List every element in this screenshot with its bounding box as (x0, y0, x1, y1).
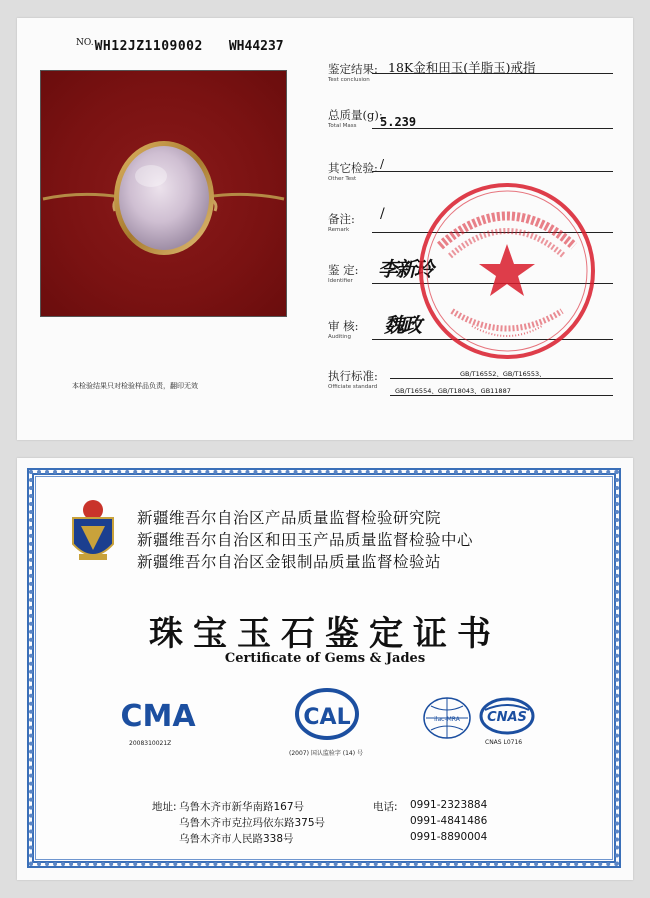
phone-line-1: 0991-2323884 (410, 799, 488, 811)
org-name-3: 新疆维吾尔自治区金银制品质量监督检验站 (137, 553, 442, 571)
ring-photo (40, 70, 287, 317)
cma-logo-icon (120, 696, 196, 738)
appraisal-sheet (17, 18, 633, 440)
svg-text:ilac-MRA: ilac-MRA (434, 716, 460, 723)
address-line-1: 乌鲁木齐市新华南路167号 (179, 801, 305, 813)
cal-caption: (2007) 国认监验字 (14) 号 (289, 750, 363, 757)
svg-text:CAL: CAL (303, 705, 351, 730)
emblem-icon (67, 498, 119, 574)
ilac-logo-icon (422, 696, 472, 744)
underline (390, 395, 613, 396)
total-mass-field: 总质量(g): Total Mass 5.239 (328, 104, 613, 129)
cnas-logo-icon (479, 696, 535, 740)
standards-line-2: GB/T16554、GB/T18043、GB11887 (395, 387, 511, 395)
standards-line-1: GB/T16552、GB/T16553、 (460, 370, 546, 378)
phone-line-2: 0991-4841486 (410, 815, 488, 827)
test-conclusion-field: 鉴定结果: Test conclusion 18K金和田玉(羊脂玉)戒指 (328, 58, 613, 83)
address-line-3: 乌鲁木齐市人民路338号 (179, 833, 294, 845)
cnas-caption: CNAS L0716 (485, 739, 523, 746)
org-name-2: 新疆维吾尔自治区和田玉产品质量监督检验中心 (137, 531, 474, 549)
remark-field: 备注: Remark / (328, 208, 613, 233)
cal-logo-icon (293, 686, 361, 746)
auditing-field: 审 核: Auditing 魏政 (328, 315, 613, 340)
standards-field: 执行标准: Officiate standard (328, 365, 613, 390)
identifier-field: 鉴 定: Identifier 李新玲 (328, 259, 613, 284)
phone-line-3: 0991-8890004 (410, 831, 488, 843)
official-seal (412, 176, 602, 370)
org-name-1: 新疆维吾尔自治区产品质量监督检验研究院 (137, 509, 442, 527)
certificate-title: 珠宝玉石鉴定证书 (149, 614, 501, 654)
certificate-number: $^{NO.}$WH12JZ1109002 WH44237 (76, 38, 284, 54)
auditor-signature: 魏政 (384, 313, 420, 337)
svg-text:CNAS: CNAS (487, 710, 527, 725)
identifier-signature: 李新玲 (378, 257, 432, 281)
svg-text:CMA: CMA (120, 699, 196, 734)
underline (390, 378, 613, 379)
certificate-cover (17, 458, 633, 880)
underline (372, 171, 613, 172)
address-line-2: 乌鲁木齐市克拉玛依东路375号 (179, 817, 326, 829)
address-label: 地址: (152, 801, 177, 813)
certificate-subtitle: Certificate of Gems & Jades (224, 651, 426, 666)
other-test-field: 其它检验: Other Test / (328, 157, 613, 182)
phone-label: 电话: (373, 801, 398, 813)
disclaimer: 本检验结果只对检验样品负责，翻印无效 (72, 382, 198, 390)
cma-caption: 2008310021Z (129, 740, 172, 747)
